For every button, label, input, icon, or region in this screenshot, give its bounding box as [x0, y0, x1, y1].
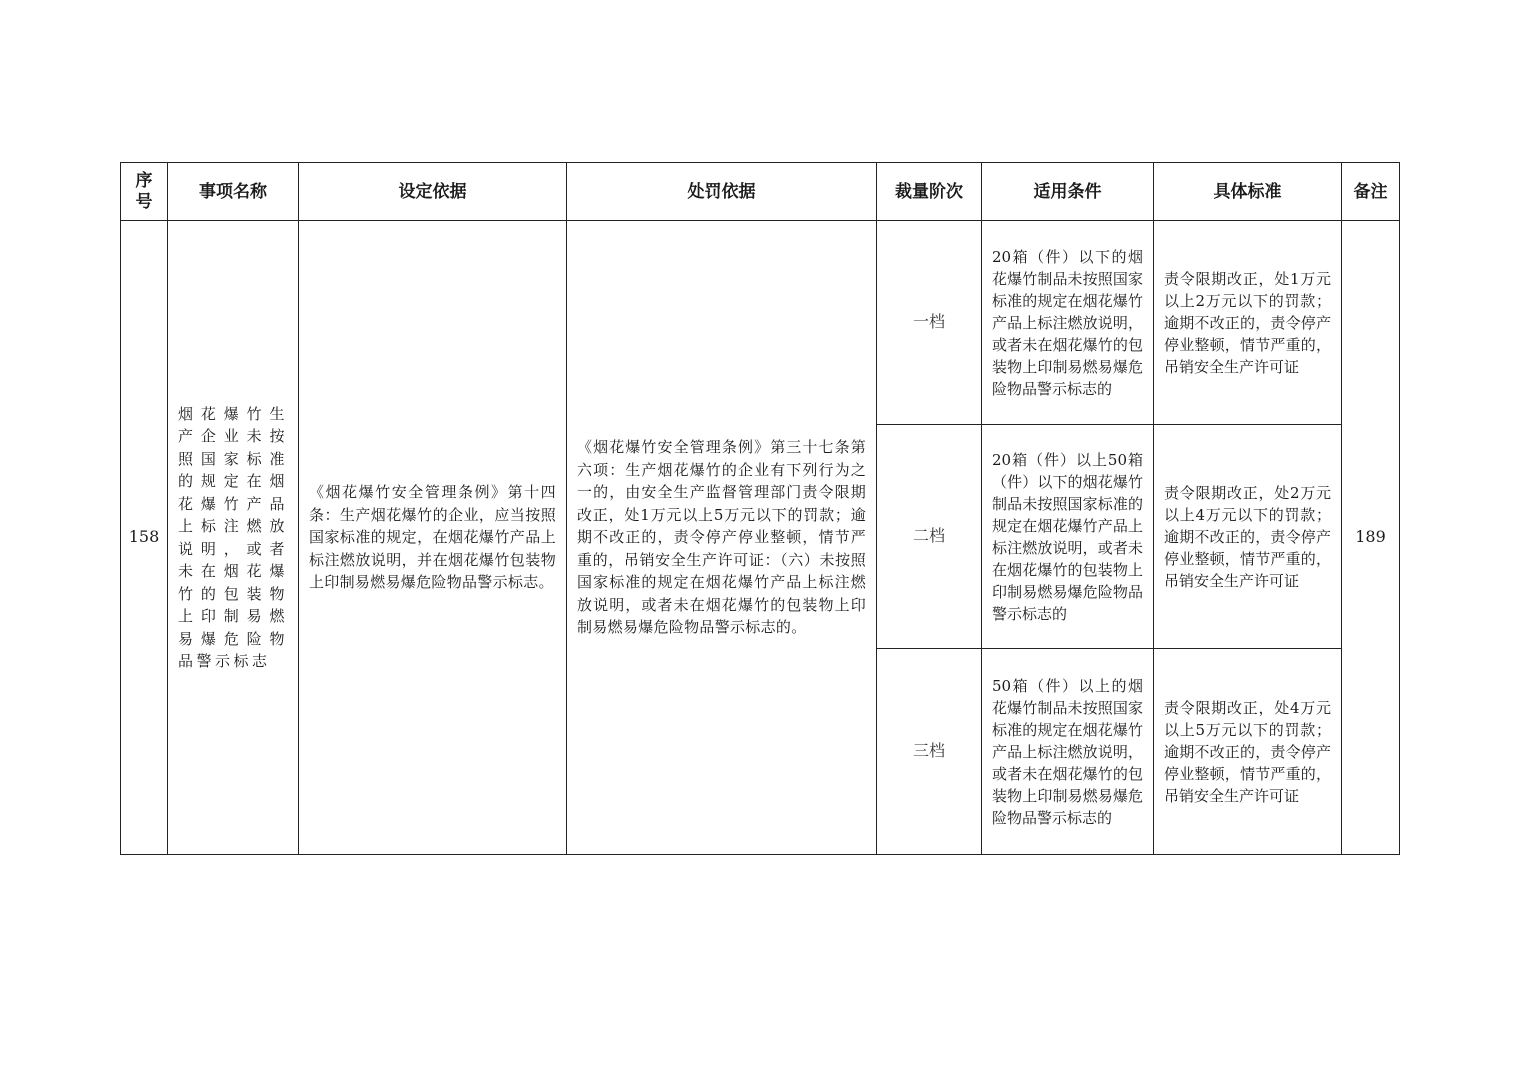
tier-level-cell: 二档: [877, 425, 982, 649]
condition-cell: [982, 649, 1154, 855]
header-conditions: 适用条件: [982, 163, 1154, 221]
header-standard: 具体标准: [1154, 163, 1342, 221]
table-row: [121, 221, 1400, 425]
header-item-name: 事项名称: [168, 163, 299, 221]
condition-cell: [982, 425, 1154, 649]
seq-cell: 158: [121, 221, 168, 855]
standard-cell: [1154, 649, 1342, 855]
tier-level-cell: 一档: [877, 221, 982, 425]
condition-text: 20箱（件）以上50箱（件）以下的烟花爆竹制品未按照国家标准的规定在烟花爆竹产品上标注燃放说明，或者未在烟花爆竹的包装物上印制易燃易爆危险物品警示标志的: [992, 450, 1143, 623]
table-header-row: [121, 163, 1400, 221]
condition-text: 50箱（件）以上的烟花爆竹制品未按照国家标准的规定在烟花爆竹产品上标注燃放说明，或者未在烟花爆竹的包装物上印制易燃易爆危险物品警示标志的: [992, 676, 1143, 827]
header-penalty-basis: 处罚依据: [567, 163, 877, 221]
legal-basis-text: 《烟花爆竹安全管理条例》第十四条：生产烟花爆竹的企业，应当按照国家标准的规定，在烟花爆竹产品上标注燃放说明，并在烟花爆竹包装物上印制易燃易爆危险物品警示标志。: [309, 483, 556, 592]
remarks-cell: 189: [1342, 221, 1400, 855]
condition-cell: [982, 221, 1154, 425]
item-name-cell: [168, 221, 299, 855]
header-tier: 裁量阶次: [877, 163, 982, 221]
header-remarks: 备注: [1342, 163, 1400, 221]
item-name-text: 烟花爆竹生产企业未按照国家标准的规定在烟花爆竹产品上标注燃放说明，或者未在烟花爆竹的包装物上印制易燃易爆危险物品警示标志: [178, 404, 288, 670]
standard-cell: [1154, 221, 1342, 425]
standard-text: 责令限期改正，处4万元以上5万元以下的罚款；逾期不改正的，责令停产停业整顿，情节严重的，吊销安全生产许可证: [1164, 698, 1331, 805]
standard-text: 责令限期改正，处1万元以上2万元以下的罚款；逾期不改正的，责令停产停业整顿，情节严重的，吊销安全生产许可证: [1164, 269, 1331, 376]
header-legal-basis: 设定依据: [299, 163, 567, 221]
legal-basis-cell: [299, 221, 567, 855]
tier-level-cell: 三档: [877, 649, 982, 855]
header-seq: 序 号: [121, 163, 168, 221]
standard-text: 责令限期改正，处2万元以上4万元以下的罚款；逾期不改正的，责令停产停业整顿，情节严重的，吊销安全生产许可证: [1164, 483, 1331, 590]
condition-text: 20箱（件）以下的烟花爆竹制品未按照国家标准的规定在烟花爆竹产品上标注燃放说明，或者未在烟花爆竹的包装物上印制易燃易爆危险物品警示标志的: [992, 247, 1143, 398]
penalty-discretion-table: [120, 162, 1400, 855]
penalty-basis-cell: [567, 221, 877, 855]
penalty-basis-text: 《烟花爆竹安全管理条例》第三十七条第六项：生产烟花爆竹的企业有下列行为之一的，由安全生产监督管理部门责令限期改正，处1万元以上5万元以下的罚款；逾期不改正的，责令停产停业整顿，情节严重的，吊销安全生产许可证：（六）未按照国家标准的规定在烟花爆竹产品上标注燃放说明，或者未在烟花爆竹的包装物上印制易燃易爆危险物品警示标志的。: [577, 438, 866, 637]
standard-cell: [1154, 425, 1342, 649]
